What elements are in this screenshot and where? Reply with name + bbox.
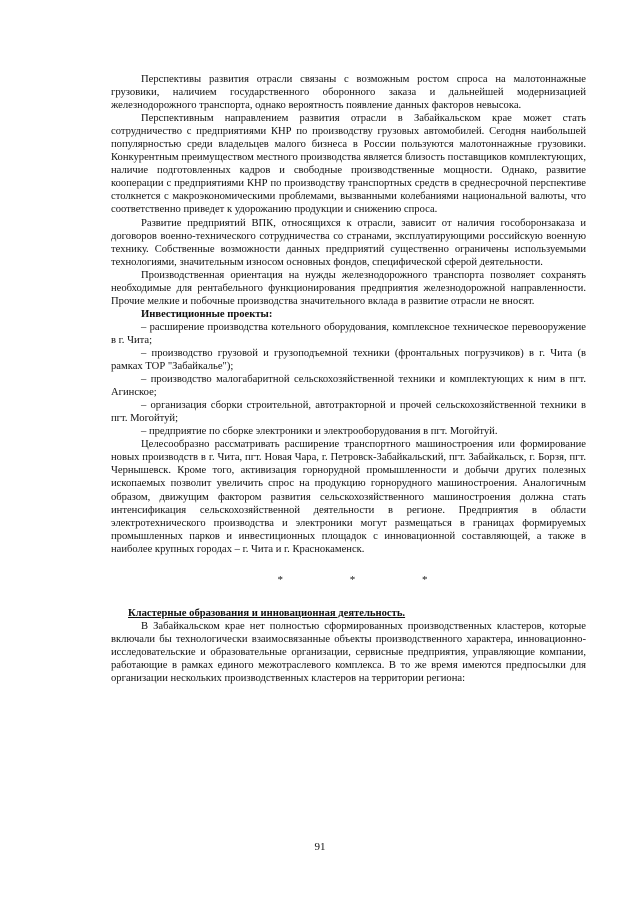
project-item: – предприятие по сборке электроники и электрооборудования в пгт. Могойтуй. [141,426,498,438]
paragraph-clusters: В Забайкальском крае нет полностью сформированных производственных кластеров, которые включали бы технологически взаимосвязанные объекты производственного характера, инновационно-исследовательские и образовательные организации, сервисные предприятия, управляющие компании, работающие в рамках единого межотраслевого комплекса. В то же время имеются предпосылки для организации нескольких производственных кластеров на территории региона: [111,620,586,684]
separator-star: * [349,573,356,586]
project-item: – производство малогабаритной сельскохозяйственной техники и комплектующих к ним в пгт. Агинское; [111,374,586,399]
section-title: Кластерные образования и инновационная деятельность. [128,607,406,619]
paragraph-cooperation-china: Перспективным направлением развития отрасли в Забайкальском крае может стать сотрудничество с предприятиями КНР по производству грузовых автомобилей. Сегодня наибольшей популярностью среди владельцев малого бизнеса в России пользуются малотоннажные грузовики. Конкурентным преимуществом местного производства является близость поставщиков комплектующих, наличие подготовленных кадров и свободные производственные мощности. Однако, развитие кооперации с предприятиями КНР по производству транспортных средств в среднесрочной перспективе столкнется с макроэкономическими проблемами, вызванными колебаниями национальной валюты, что соответственно приведет к удорожанию продукции и снижению спроса. [111,113,586,216]
project-item: – производство грузовой и грузоподъемной техники (фронтальных погрузчиков) в г. Чита (в рамках ТОР "Забайкалье"); [111,347,586,373]
page-number: 91 [314,841,326,853]
document-page [111,73,586,685]
separator-star: * [277,573,283,586]
project-item: – организация сборки строительной, автотракторной и прочей сельскохозяйственной техники в пгт. Могойтуй; [111,400,586,425]
paragraph-railway-orientation: Производственная ориентация на нужды железнодорожного транспорта позволяет сохранять необходимые для рентабельного функционирования предприятия железнодорожной направленности. Прочие мелкие и побочные производства значительного вклада в развитие отрасли не вносят. [111,269,586,307]
paragraph-conclusion: Целесообразно рассматривать расширение транспортного машиностроения или формирование новых производств в г. Чита, пгт. Новая Чара, г. Петровск-Забайкальский, пгт. Забайкальск, г. Борзя, пгт. Чернышевск. Кроме того, активизация горнорудной промышленности и добычи других полезных ископаемых позволит увеличить спрос на продукцию горнорудного машиностроения. Аналогичным образом, движущим фактором развития сельскохозяйственного машиностроения должна стать интенсификация сельскохозяйственной деятельности в регионе. Предприятия в области электротехнического производства и электроники могут размещаться в границах формируемых промышленных парков и инвестиционных площадок с инновационной составляющей, а также в наиболее крупных городах – г. Чита и г. Краснокаменск. [111,439,586,555]
section-separator [270,574,428,587]
paragraph-prospects: Перспективы развития отрасли связаны с возможным ростом спроса на малотоннажные грузовики, наличием государственного оборонного заказа и дальнейшей модернизацией железнодорожного транспорта, однако вероятность появление данных факторов невысока. [111,74,586,112]
paragraph-defense-industry: Развитие предприятий ВПК, относящихся к отрасли, зависит от наличия гособоронзаказа и договоров военно-технического сотрудничества со странами, эксплуатирующими российскую военную технику. Собственные возможности данных предприятий существенно ограничены используемыми технологиями, значительным износом основных фондов, специфической сферой деятельности. [111,217,586,268]
investment-projects-heading: Инвестиционные проекты: [141,308,273,320]
separator-star: * [422,573,428,586]
project-item: – расширение производства котельного оборудования, комплексное техническое перевооружение в г. Чита; [111,321,586,346]
